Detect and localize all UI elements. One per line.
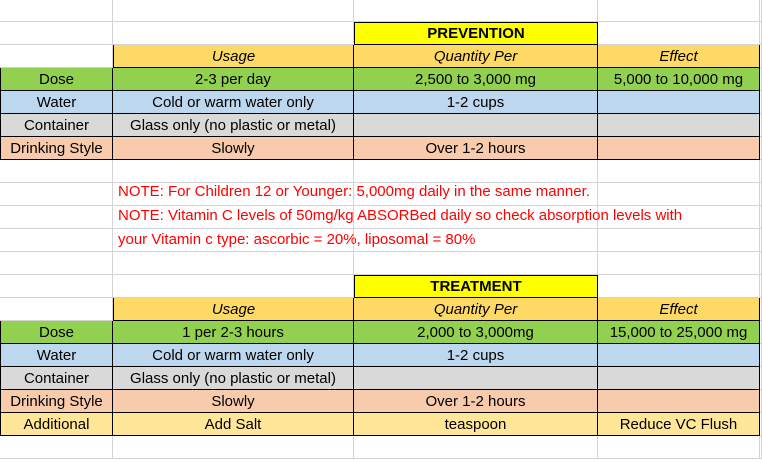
treatment-drinking-effect[interactable] — [598, 390, 760, 413]
treatment-additional-usage[interactable]: Add Salt — [113, 413, 354, 436]
note-children: NOTE: For Children 12 or Younger: 5,000mg daily in the same manner. — [118, 183, 590, 200]
prevention-container-effect[interactable] — [598, 114, 760, 137]
cell[interactable] — [0, 252, 113, 275]
cell[interactable] — [598, 22, 760, 45]
prevention-drinking-label[interactable]: Drinking Style — [0, 137, 113, 160]
prevention-container-label[interactable]: Container — [0, 114, 113, 137]
cell[interactable] — [0, 229, 113, 252]
cell[interactable] — [354, 436, 598, 459]
treatment-drinking-label[interactable]: Drinking Style — [0, 390, 113, 413]
prevention-dose-quantity[interactable]: 2,500 to 3,000 mg — [354, 68, 598, 91]
treatment-dose-effect[interactable]: 15,000 to 25,000 mg — [598, 321, 760, 344]
treatment-water-label[interactable]: Water — [0, 344, 113, 367]
cell[interactable] — [113, 252, 354, 275]
note-vitamin-type: your Vitamin c type: ascorbic = 20%, liposomal = 80% — [118, 231, 476, 248]
treatment-water-effect[interactable] — [598, 344, 760, 367]
prevention-header-effect[interactable]: Effect — [598, 45, 760, 68]
prevention-water-label[interactable]: Water — [0, 91, 113, 114]
treatment-header-effect[interactable]: Effect — [598, 298, 760, 321]
cell[interactable] — [0, 436, 113, 459]
cell[interactable] — [598, 436, 760, 459]
cell[interactable] — [354, 252, 598, 275]
cell[interactable] — [113, 436, 354, 459]
prevention-container-usage[interactable]: Glass only (no plastic or metal) — [113, 114, 354, 137]
treatment-header-usage[interactable]: Usage — [113, 298, 354, 321]
treatment-container-label[interactable]: Container — [0, 367, 113, 390]
prevention-water-usage[interactable]: Cold or warm water only — [113, 91, 354, 114]
cell[interactable] — [598, 160, 760, 183]
cell[interactable] — [0, 206, 113, 229]
cell[interactable] — [113, 275, 354, 298]
cell[interactable] — [598, 183, 760, 206]
cell[interactable] — [598, 229, 760, 252]
cell[interactable] — [0, 298, 113, 321]
prevention-drinking-quantity[interactable]: Over 1-2 hours — [354, 137, 598, 160]
cell[interactable] — [0, 275, 113, 298]
treatment-dose-usage[interactable]: 1 per 2-3 hours — [113, 321, 354, 344]
treatment-drinking-usage[interactable]: Slowly — [113, 390, 354, 413]
treatment-dose-label[interactable]: Dose — [0, 321, 113, 344]
treatment-container-effect[interactable] — [598, 367, 760, 390]
prevention-dose-effect[interactable]: 5,000 to 10,000 mg — [598, 68, 760, 91]
cell[interactable] — [113, 0, 354, 22]
note-absorption: NOTE: Vitamin C levels of 50mg/kg ABSORBed daily so check absorption levels with — [118, 207, 683, 224]
treatment-additional-quantity[interactable]: teaspoon — [354, 413, 598, 436]
treatment-title[interactable]: TREATMENT — [354, 275, 598, 298]
cell[interactable] — [0, 0, 113, 22]
cell[interactable] — [0, 45, 113, 68]
treatment-drinking-quantity[interactable]: Over 1-2 hours — [354, 390, 598, 413]
cell[interactable] — [0, 183, 113, 206]
treatment-header-quantity[interactable]: Quantity Per — [354, 298, 598, 321]
treatment-additional-label[interactable]: Additional — [0, 413, 113, 436]
prevention-water-quantity[interactable]: 1-2 cups — [354, 91, 598, 114]
cell[interactable] — [598, 252, 760, 275]
prevention-header-usage[interactable]: Usage — [113, 45, 354, 68]
prevention-water-effect[interactable] — [598, 91, 760, 114]
prevention-dose-usage[interactable]: 2-3 per day — [113, 68, 354, 91]
cell[interactable] — [598, 275, 760, 298]
prevention-dose-label[interactable]: Dose — [0, 68, 113, 91]
cell[interactable] — [0, 22, 113, 45]
treatment-water-usage[interactable]: Cold or warm water only — [113, 344, 354, 367]
cell[interactable] — [113, 22, 354, 45]
treatment-dose-quantity[interactable]: 2,000 to 3,000mg — [354, 321, 598, 344]
prevention-drinking-usage[interactable]: Slowly — [113, 137, 354, 160]
treatment-water-quantity[interactable]: 1-2 cups — [354, 344, 598, 367]
cell[interactable] — [354, 0, 598, 22]
prevention-header-quantity[interactable]: Quantity Per — [354, 45, 598, 68]
prevention-drinking-effect[interactable] — [598, 137, 760, 160]
treatment-additional-effect[interactable]: Reduce VC Flush — [598, 413, 760, 436]
cell[interactable] — [0, 160, 113, 183]
treatment-container-usage[interactable]: Glass only (no plastic or metal) — [113, 367, 354, 390]
prevention-container-quantity[interactable] — [354, 114, 598, 137]
treatment-container-quantity[interactable] — [354, 367, 598, 390]
cell[interactable] — [598, 0, 760, 22]
prevention-title[interactable]: PREVENTION — [354, 22, 598, 45]
